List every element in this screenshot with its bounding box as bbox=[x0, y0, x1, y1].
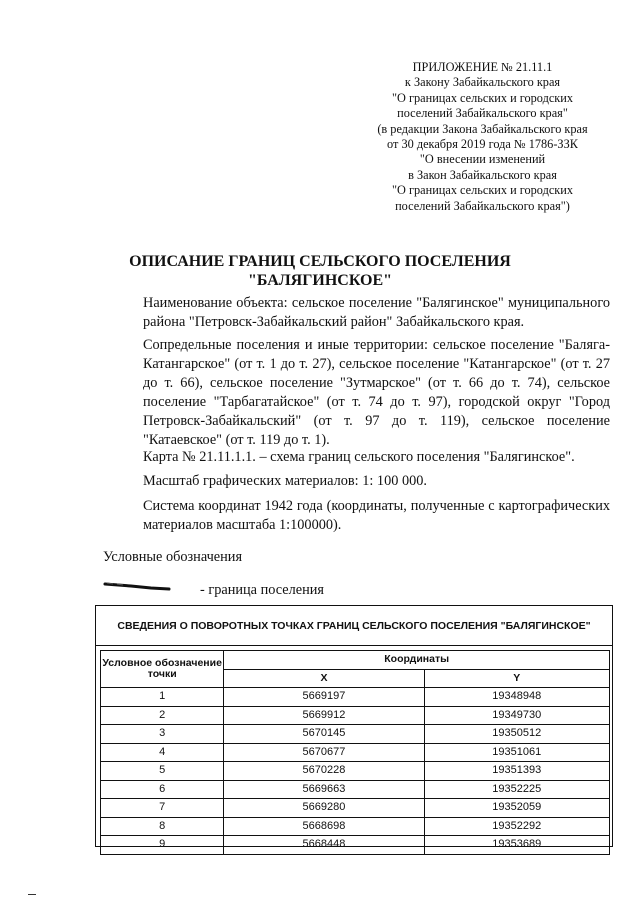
legend-title: Условные обозначения bbox=[103, 549, 243, 565]
cell-y: 19351393 bbox=[424, 762, 609, 781]
cell-n: 1 bbox=[101, 688, 224, 707]
table-title: СВЕДЕНИЯ О ПОВОРОТНЫХ ТОЧКАХ ГРАНИЦ СЕЛЬСКОГО ПОСЕЛЕНИЯ "БАЛЯГИНСКОЕ" bbox=[96, 606, 612, 646]
cell-x: 5669197 bbox=[224, 688, 424, 707]
appendix-line: от 30 декабря 2019 года № 1786-ЗЗК bbox=[387, 137, 578, 152]
cell-n: 3 bbox=[101, 725, 224, 744]
cell-y: 19353689 bbox=[424, 836, 609, 855]
coords-paragraph: Система координат 1942 года (координаты, полученные с картографических материалов масштаба 1:100000). bbox=[143, 498, 610, 533]
legend-boundary-label: - граница поселения bbox=[200, 582, 324, 598]
cell-y: 19352059 bbox=[424, 799, 609, 818]
table-row bbox=[101, 743, 610, 762]
appendix-line: "О внесении изменений bbox=[419, 152, 546, 167]
table-row bbox=[101, 836, 610, 855]
cell-n: 7 bbox=[101, 799, 224, 818]
legend-boundary bbox=[103, 580, 503, 602]
appendix-line: к Закону Забайкальского края bbox=[404, 75, 561, 90]
cell-x: 5668698 bbox=[224, 817, 424, 836]
appendix-line: "О границах сельских и городских bbox=[392, 90, 573, 105]
header-x: X bbox=[224, 669, 424, 688]
title-line-2: "БАЛЯГИНСКОЕ" bbox=[247, 272, 393, 289]
cell-x: 5670677 bbox=[224, 743, 424, 762]
scale-paragraph: Масштаб графических материалов: 1: 100 000. bbox=[143, 473, 427, 489]
cell-n: 6 bbox=[101, 780, 224, 799]
cell-y: 19348948 bbox=[424, 688, 609, 707]
cell-y: 19350512 bbox=[424, 725, 609, 744]
appendix-line: в Закон Забайкальского края bbox=[408, 167, 557, 182]
header-coordinates: Координаты bbox=[224, 651, 610, 670]
map-paragraph: Карта № 21.11.1.1. – схема границ сельского поселения "Балягинское". bbox=[143, 449, 575, 465]
document-title bbox=[100, 252, 540, 290]
cell-y: 19352225 bbox=[424, 780, 609, 799]
page-mark bbox=[28, 894, 36, 895]
cell-y: 19352292 bbox=[424, 817, 609, 836]
cell-n: 8 bbox=[101, 817, 224, 836]
table-row bbox=[101, 706, 610, 725]
cell-x: 5670145 bbox=[224, 725, 424, 744]
object-name-paragraph: Наименование объекта: сельское поселение "Балягинское" муниципального района "Петровск-Забайкальский район" Забайкальского края. bbox=[143, 295, 610, 330]
header-point: Условное обозначение точки bbox=[101, 651, 224, 688]
boundary-line-icon bbox=[103, 580, 173, 594]
cell-n: 5 bbox=[101, 762, 224, 781]
cell-y: 19349730 bbox=[424, 706, 609, 725]
table-row bbox=[101, 725, 610, 744]
cell-x: 5669912 bbox=[224, 706, 424, 725]
cell-n: 4 bbox=[101, 743, 224, 762]
cell-x: 5669663 bbox=[224, 780, 424, 799]
cell-x: 5668448 bbox=[224, 836, 424, 855]
cell-x: 5670228 bbox=[224, 762, 424, 781]
table-row bbox=[101, 799, 610, 818]
table-row bbox=[101, 762, 610, 781]
table-row bbox=[101, 688, 610, 707]
appendix-line: (в редакции Закона Забайкальского края bbox=[377, 121, 588, 136]
header-y: Y bbox=[424, 669, 609, 688]
appendix-line: поселений Забайкальского края") bbox=[395, 198, 570, 213]
table-row bbox=[101, 817, 610, 836]
points-table bbox=[100, 650, 610, 855]
table-row bbox=[101, 780, 610, 799]
points-table-frame bbox=[95, 605, 613, 851]
title-line-1: ОПИСАНИЕ ГРАНИЦ СЕЛЬСКОГО ПОСЕЛЕНИЯ bbox=[129, 253, 511, 270]
cell-y: 19351061 bbox=[424, 743, 609, 762]
appendix-block bbox=[355, 60, 610, 214]
cell-x: 5669280 bbox=[224, 799, 424, 818]
appendix-line: поселений Забайкальского края" bbox=[397, 106, 568, 121]
neighbors-paragraph: Сопредельные поселения и иные территории: сельское поселение "Баляга-Катангарское" (от т. 1 до т. 27), сельское поселение "Катангарское" (от т. 27 до т. 66), сельское поселение "Зутмарское" (от т. 66 до т. 74), сельское поселение "Тарбагатайское" (от т. 74 до т. 97), городской округ "Город Петровск-Забайкальский" (от т. 97 до т. 119), сельское поселение "Катаевское" (от т. 119 до т. 1). bbox=[143, 337, 610, 448]
cell-n: 2 bbox=[101, 706, 224, 725]
appendix-line: "О границах сельских и городских bbox=[392, 183, 573, 198]
cell-n: 9 bbox=[101, 836, 224, 855]
appendix-line: ПРИЛОЖЕНИЕ № 21.11.1 bbox=[412, 60, 553, 74]
